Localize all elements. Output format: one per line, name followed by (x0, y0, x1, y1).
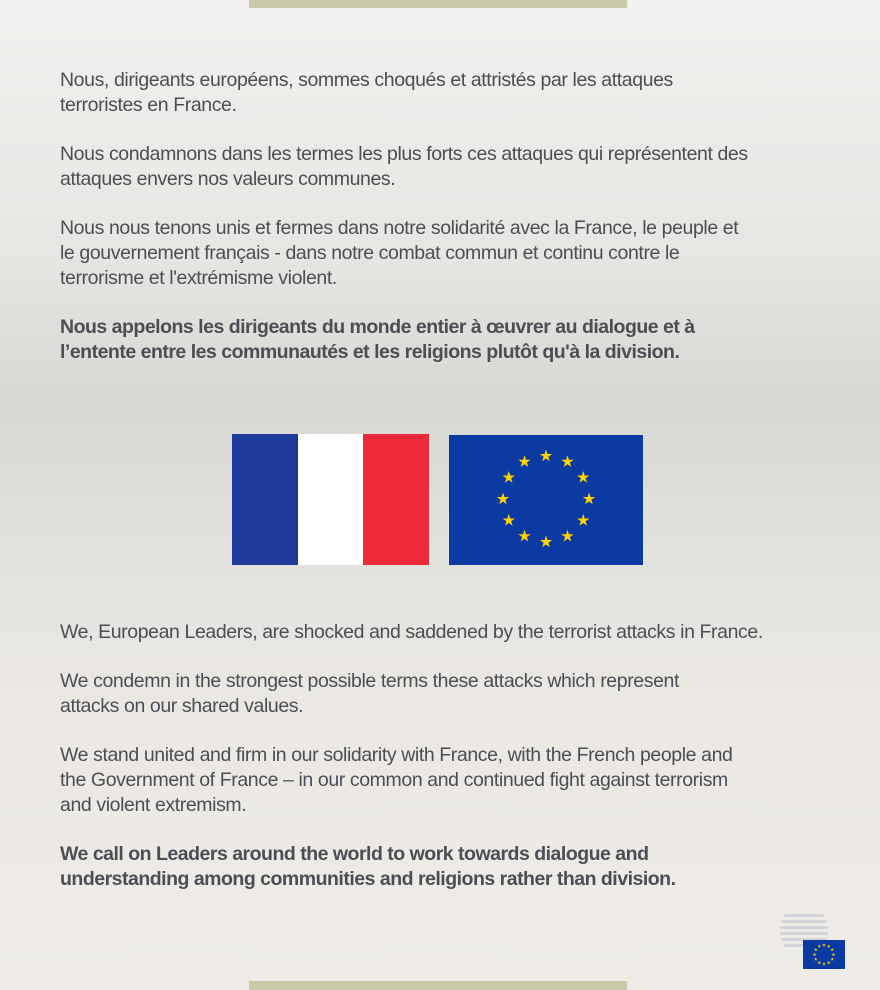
french-paragraph-line: Nous nous tenons unis et fermes dans notre solidarité avec la France, le peuple et (60, 217, 739, 239)
flag-france-icon (232, 434, 429, 565)
eu-star-icon (561, 530, 573, 542)
french-paragraph-line: terroristes en France. (60, 94, 237, 116)
english-paragraph-line: We stand united and firm in our solidarity with France, with the French people and (60, 744, 733, 766)
french-paragraph-line: terrorisme et l'extrémisme violent. (60, 267, 337, 289)
eu-star-icon (518, 455, 530, 467)
eu-star-icon (518, 530, 530, 542)
english-paragraph-line: and violent extremism. (60, 794, 247, 816)
french-paragraph-line: l’entente entre les communautés et les religions plutôt qu'à la division. (60, 341, 680, 363)
french-paragraph-line: Nous, dirigeants européens, sommes choqués et attristés par les attaques (60, 69, 673, 91)
english-statement (60, 620, 850, 892)
eu-star-icon (577, 514, 589, 526)
eu-star-icon (540, 450, 552, 462)
english-paragraph-line: We condemn in the strongest possible terms these attacks which represent (60, 670, 679, 692)
eu-star-icon (503, 514, 515, 526)
english-paragraph-line: attacks on our shared values. (60, 695, 304, 717)
french-paragraph-line: attaques envers nos valeurs communes. (60, 168, 396, 190)
eu-star-icon (577, 471, 589, 483)
french-statement (60, 68, 850, 365)
eu-star-icon (540, 536, 552, 548)
flag-eu-icon (449, 435, 643, 565)
top-accent-bar (249, 0, 627, 8)
european-council-logo-icon (780, 912, 846, 970)
french-paragraph-line: Nous condamnons dans les termes les plus forts ces attaques qui représentent des (60, 143, 748, 165)
eu-star-icon (503, 471, 515, 483)
eu-star-icon (497, 493, 509, 505)
english-paragraph-line: the Government of France – in our common and continued fight against terrorism (60, 769, 728, 791)
french-paragraph-line: Nous appelons les dirigeants du monde entier à œuvrer au dialogue et à (60, 316, 695, 338)
bottom-accent-bar (249, 981, 627, 990)
english-paragraph-line: We call on Leaders around the world to work towards dialogue and (60, 843, 649, 865)
english-paragraph-line: understanding among communities and religions rather than division. (60, 868, 676, 890)
french-paragraph-line: le gouvernement français - dans notre combat commun et continu contre le (60, 242, 680, 264)
english-paragraph-line: We, European Leaders, are shocked and saddened by the terrorist attacks in France. (60, 621, 763, 643)
eu-star-icon (583, 493, 595, 505)
eu-star-icon (561, 455, 573, 467)
